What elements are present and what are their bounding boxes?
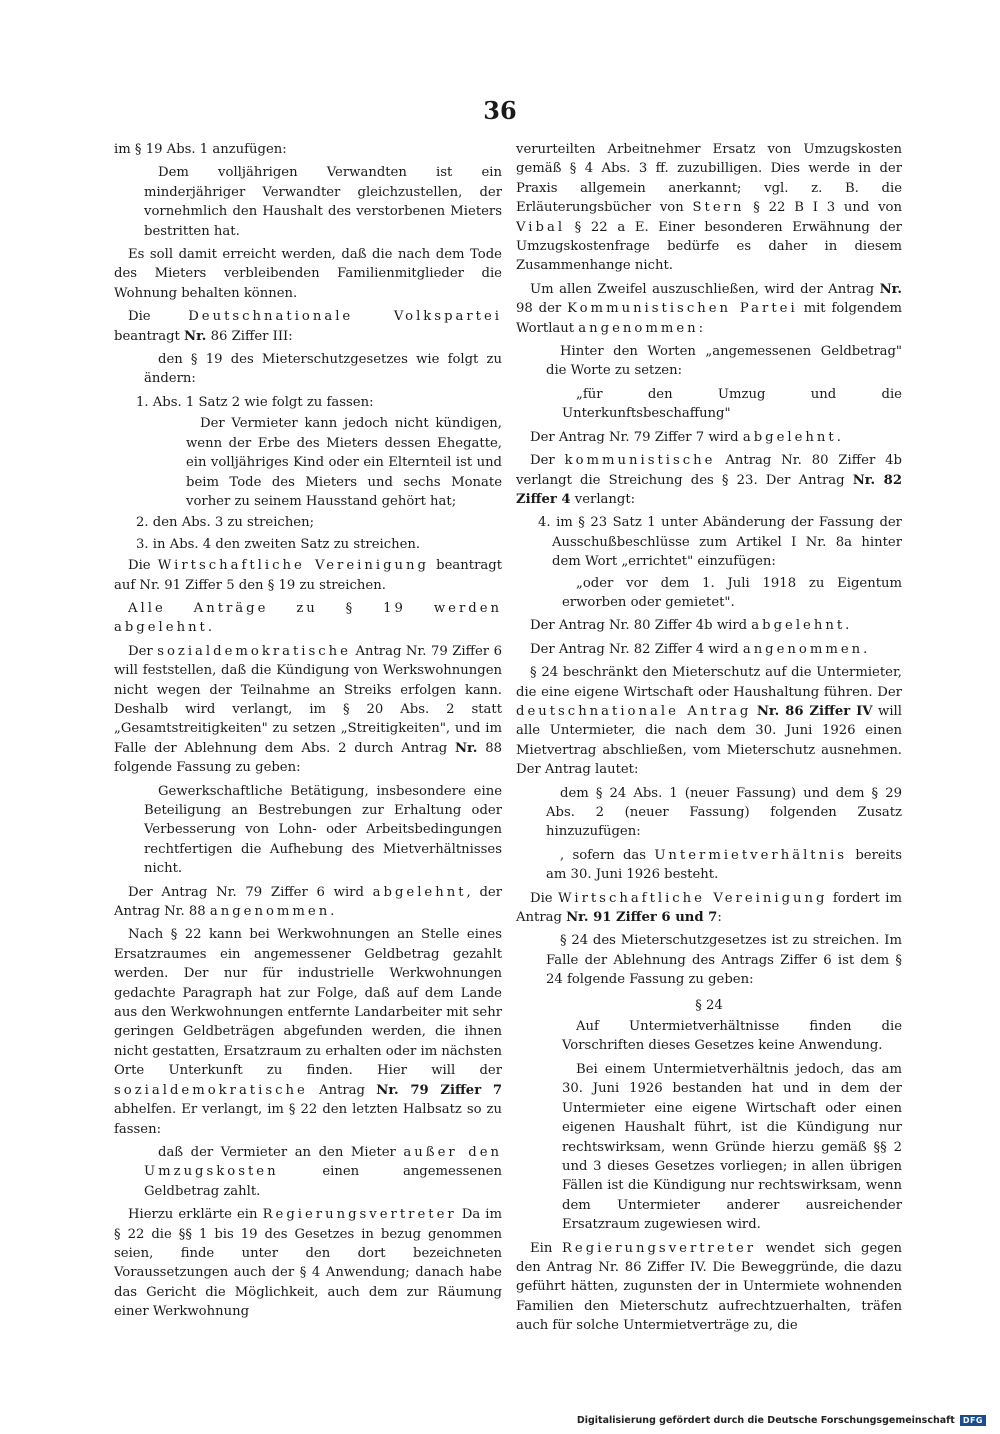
list-item: 1. Abs. 1 Satz 2 wie folgt zu fassen:	[136, 394, 374, 410]
quote: Dem volljährigen Verwandten ist ein minderjähriger Verwandter gleichzustellen, der vornehmlich den Haushalt des verstorbenen Mieters bestritten hat.	[144, 165, 502, 239]
quote: den § 19 des Mieterschutzgesetzes wie folgt zu ändern:	[144, 352, 502, 387]
page-number: 36	[483, 96, 517, 125]
decision: Der Antrag Nr. 80 Ziffer 4b wird abgelehnt.	[530, 618, 850, 634]
section-heading: § 24	[695, 997, 723, 1013]
decision: Der Antrag Nr. 82 Ziffer 4 wird angenommen.	[530, 641, 868, 657]
paragraph: Die Wirtschaftliche Vereinigung beantragt auf Nr. 91 Ziffer 5 den § 19 zu streichen.	[114, 558, 502, 593]
quote: Auf Untermietverhältnisse finden die Vorschriften dieses Gesetzes keine Anwendung.	[562, 1019, 902, 1054]
quote: „für den Umzug und die Unterkunftsbeschaffung"	[562, 386, 902, 422]
paragraph: verurteilten Arbeitnehmer Ersatz von Umzugskosten gemäß § 4 Abs. 3 ff. zuzubilligen. Dies werde in der Praxis allgemein anerkannt; vgl. z. B. die Erläuterungsbücher von Stern § 22 B I 3 und von Vibal § 22 a E. Einer besonderen Erwähnung der Umzugskostenfrage bedürfe es daher in diesem Zusammenhange nicht.	[516, 142, 902, 274]
paragraph: Es soll damit erreicht werden, daß die nach dem Tode des Mieters verbleibenden Familienmitglieder die Wohnung behalten können.	[114, 247, 502, 301]
quote: Gewerkschaftliche Betätigung, insbesondere eine Beteiligung an Bestrebungen zur Erhaltung oder Verbesserung von Lohn- oder Arbeitsbedingungen rechtfertigen die Aufhebung des Mietverhältnisses nicht.	[144, 783, 502, 877]
quote: § 24 des Mieterschutzgesetzes ist zu streichen. Im Falle der Ablehnung des Antrags Ziffer 6 ist dem § 24 folgende Fassung zu geben:	[546, 933, 902, 988]
paragraph: Der kommunistische Antrag Nr. 80 Ziffer 4b verlangt die Streichung des § 23. Der Antrag Nr. 82 Ziffer 4 verlangt:	[516, 453, 903, 507]
paragraph: Der sozialdemokratische Antrag Nr. 79 Ziffer 6 will feststellen, daß die Kündigung von Werkswohnungen nicht wegen der Teilnahme an Streiks erfolgen kann. Deshalb wird verlangt, im § 20 Abs. 2 statt „Gesamtstreitigkeiten" zu setzen „Streitigkeiten", und im Falle der Ablehnung dem Abs. 2 durch Antrag Nr. 88 folgende Fassung zu geben:	[114, 643, 503, 776]
paragraph: Nach § 22 kann bei Werkwohnungen an Stelle eines Ersatzraumes ein angemessener Geldbetrag gezahlt werden. Der nur für industrielle Werkwohnungen gedachte Paragraph hat zur Folge, daß auf dem Lande aus den Werkwohnungen entfernte Landarbeiter mit sehr geringen Geldbeträgen abgefunden werden, die ihnen nicht gestatten, Ersatzraum zu erhalten oder im nächsten Orte Unterkunft zu finden. Hier will der sozialdemokratische Antrag Nr. 79 Ziffer 7 abhelfen. Er verlangt, im § 22 den letzten Halbsatz so zu fassen:	[114, 927, 503, 1137]
paragraph: § 24 beschränkt den Mieterschutz auf die Untermieter, die eine eigene Wirtschaft oder Haushaltung führen. Der deutschnationale Antrag Nr. 86 Ziffer IV will alle Untermieter, die nach dem 30. Juni 1926 einen Mietvertrag abschließen, vom Mieterschutz ausnehmen. Der Antrag lautet:	[516, 665, 902, 778]
quote: Bei einem Untermietverhältnis jedoch, das am 30. Juni 1926 bestanden hat und in dem der Untermieter eine eigene Wirtschaft oder einen eigenen Haushalt führt, ist die Kündigung nur rechtswirksam, wenn Gründe hierzu gemäß §§ 2 und 3 dieses Gesetzes vorliegen; in allen übrigen Fällen ist die Kündigung nur rechtswirksam, wenn dem Untermieter anderer ausreichender Ersatzraum zugewiesen wird.	[562, 1061, 902, 1233]
paragraph: Die Wirtschaftliche Vereinigung fordert im Antrag Nr. 91 Ziffer 6 und 7:	[516, 890, 902, 926]
decision: Der Antrag Nr. 79 Ziffer 7 wird abgelehnt.	[530, 429, 841, 445]
right-column	[516, 140, 902, 1340]
quote: , sofern das Untermietverhältnis bereits am 30. Juni 1926 besteht.	[546, 847, 902, 883]
quote: „oder vor dem 1. Juli 1918 zu Eigentum erworben oder gemietet".	[562, 575, 902, 610]
paragraph: Die Deutschnationale Volkspartei beantragt Nr. 86 Ziffer III:	[114, 309, 502, 344]
decision: Der Antrag Nr. 79 Ziffer 6 wird abgelehnt, der Antrag Nr. 88 angenommen.	[114, 884, 502, 920]
quote: dem § 24 Abs. 1 (neuer Fassung) und dem § 29 Abs. 2 (neuer Fassung) folgenden Zusatz hinzuzufügen:	[546, 785, 902, 840]
quote: Hinter den Worten „angemessenen Geldbetrag" die Worte zu setzen:	[546, 344, 902, 379]
decision: Alle Anträge zu § 19 werden abgelehnt.	[114, 600, 502, 636]
paragraph: Hierzu erklärte ein Regierungsvertreter Da im § 22 die §§ 1 bis 19 des Gesetzes in bezug genommen seien, finde unter den dort bezeichneten Voraussetzungen auch der § 4 Anwendung; danach habe das Gericht die Möglichkeit, auch dem zur Räumung einer Werkwohnung	[114, 1207, 502, 1320]
left-column	[114, 140, 502, 1326]
quote: Der Vermieter kann jedoch nicht kündigen, wenn der Erbe des Mieters dessen Ehegatte, ein volljähriges Kind oder ein Elternteil ist und beim Tode des Mieters und sechs Monate vorher zu seinem Hausstand gehört hat;	[186, 416, 502, 509]
dfg-logo-icon: DFG	[960, 1415, 986, 1426]
list-item: 4. im § 23 Satz 1 unter Abänderung der Fassung der Ausschußbeschlüsse zum Artikel I Nr. 8a hinter dem Wort „errichtet" einzufügen:	[538, 515, 902, 570]
paragraph: Ein Regierungsvertreter wendet sich gegen den Antrag Nr. 86 Ziffer IV. Die Beweggründe, die dazu geführt hätten, zugunsten der in Untermiete wohnenden Familien den Mieterschutz aufrechtzuerhalten, träfen auch für solche Untermietverträge zu, die	[516, 1240, 903, 1334]
list-item: 2. den Abs. 3 zu streichen;	[136, 515, 315, 531]
list-item: 3. in Abs. 4 den zweiten Satz zu streichen.	[136, 536, 421, 552]
quote: daß der Vermieter an den Mieter außer den Umzugskosten einen angemessenen Geldbetrag zahlt.	[144, 1144, 502, 1199]
paragraph: Um allen Zweifel auszuschließen, wird der Antrag Nr. 98 der Kommunistischen Partei mit folgendem Wortlaut angenommen:	[516, 281, 903, 336]
footer-text: Digitalisierung gefördert durch die Deutsche Forschungsgemeinschaft	[576, 1415, 955, 1426]
footer	[577, 1415, 986, 1426]
paragraph: im § 19 Abs. 1 anzufügen:	[114, 142, 287, 157]
